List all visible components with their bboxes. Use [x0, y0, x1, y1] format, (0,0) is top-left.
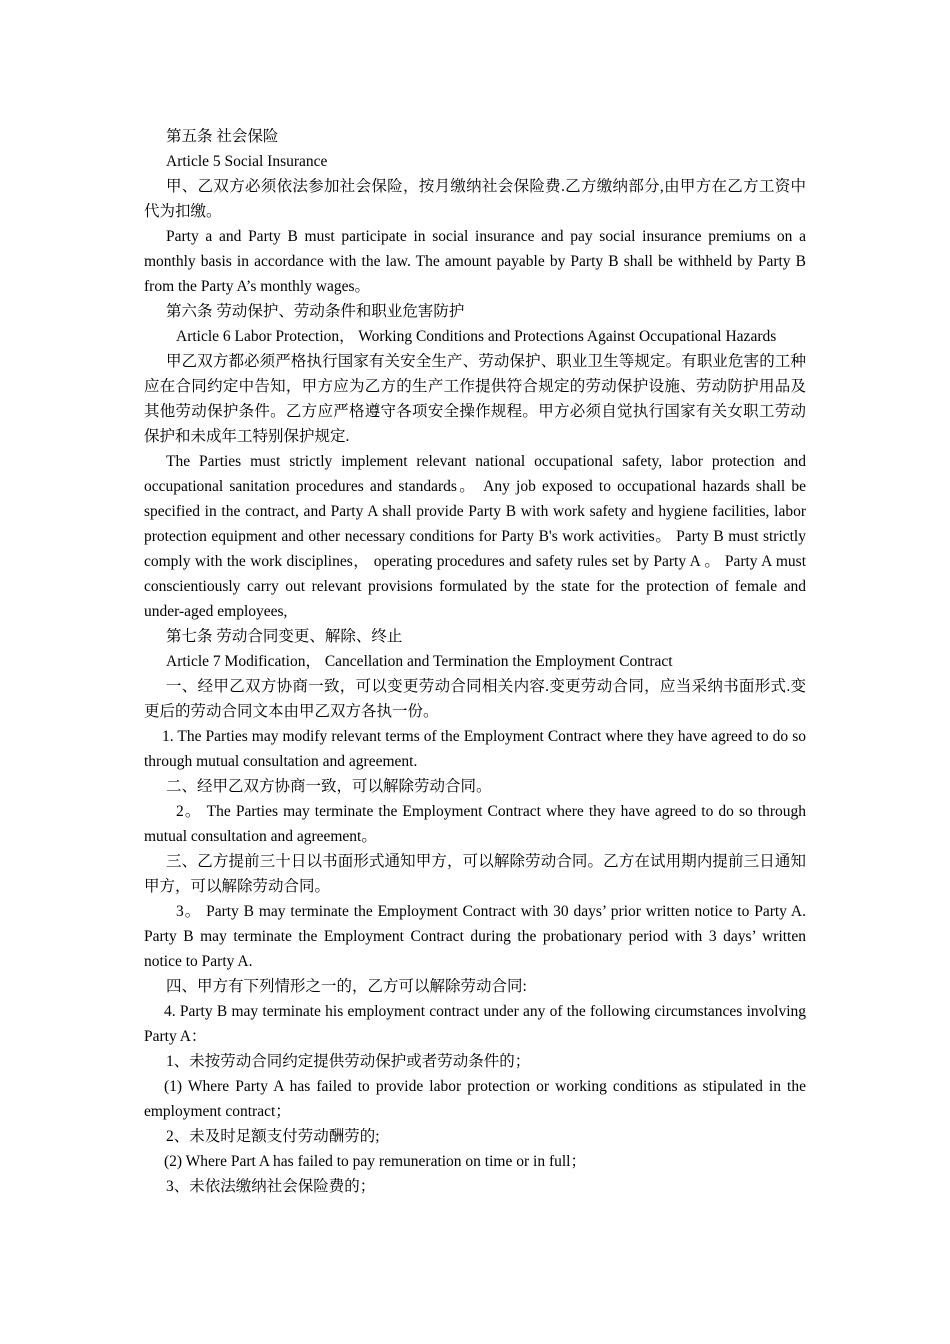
- article-5-body-en: Party a and Party B must participate in social insurance and pay social insurance premiums on a monthly basis in accordance with the law. The amount payable by Party B shall be withheld by Party B from the Party A’s monthly wages。: [144, 228, 806, 295]
- clause-4-zh: 四、甲方有下列情形之一的，乙方可以解除劳动合同:: [166, 978, 527, 995]
- article-6-body-zh: 甲乙双方都必须严格执行国家有关安全生产、劳动保护、职业卫生等规定。有职业危害的工种应在合同约定中告知，甲方应为乙方的生产工作提供符合规定的劳动保护设施、劳动防护用品及其他劳动保护条件。乙方应严格遵守各项安全操作规程。甲方必须自觉执行国家有关女职工劳动保护和未成年工特别保护规定.: [144, 353, 806, 445]
- item-1-en: (1) Where Party A has failed to provide labor protection or working conditions as stipulated in the employment contract；: [144, 1078, 806, 1120]
- item-3-zh: 3、未依法缴纳社会保险费的；: [166, 1178, 376, 1195]
- article-5-body-zh: 甲、乙双方必须依法参加社会保险，按月缴纳社会保险费.乙方缴纳部分,由甲方在乙方工资中代为扣缴。: [144, 178, 806, 220]
- clause-1-zh: 一、经甲乙双方协商一致，可以变更劳动合同相关内容.变更劳动合同，应当采纳书面形式.变更后的劳动合同文本由甲乙双方各执一份。: [144, 678, 806, 720]
- clause-4-en: 4. Party B may terminate his employment contract under any of the following circumstances involving Party A：: [144, 1003, 806, 1045]
- article-5-heading-en: Article 5 Social Insurance: [166, 153, 328, 170]
- clause-2-en: 2。 The Parties may terminate the Employment Contract where they have agreed to do so through mutual consultation and agreement。: [144, 803, 806, 845]
- item-1-zh: 1、未按劳动合同约定提供劳动保护或者劳动条件的；: [166, 1053, 531, 1070]
- clause-3-en: 3。 Party B may terminate the Employment Contract with 30 days’ prior written notice to Party A. Party B may terminate the Employment Contract during the probationary period with 3 days’ written notice to Party A.: [144, 903, 806, 970]
- document-page: [144, 124, 806, 1199]
- item-2-en: (2) Where Part A has failed to pay remuneration on time or in full；: [164, 1153, 586, 1170]
- article-7-heading-en: Article 7 Modification， Cancellation and Termination the Employment Contract: [166, 653, 673, 670]
- clause-3-zh: 三、乙方提前三十日以书面形式通知甲方，可以解除劳动合同。乙方在试用期内提前三日通知甲方，可以解除劳动合同。: [144, 853, 806, 895]
- clause-2-zh: 二、经甲乙双方协商一致，可以解除劳动合同。: [166, 778, 492, 795]
- item-2-zh: 2、未及时足额支付劳动酬劳的;: [166, 1128, 380, 1145]
- article-6-heading-en: Article 6 Labor Protection， Working Conditions and Protections Against Occupational Hazards: [176, 328, 777, 345]
- clause-1-en: 1. The Parties may modify relevant terms of the Employment Contract where they have agreed to do so through mutual consultation and agreement.: [144, 728, 806, 770]
- article-7-heading-zh: 第七条 劳动合同变更、解除、终止: [166, 628, 403, 645]
- article-6-heading-zh: 第六条 劳动保护、劳动条件和职业危害防护: [166, 303, 465, 320]
- article-5-heading-zh: 第五条 社会保险: [166, 128, 279, 145]
- article-6-body-en: The Parties must strictly implement relevant national occupational safety, labor protection and occupational sanitation procedures and standards。 Any job exposed to occupational hazards shall be specified in the contract, and Party A shall provide Party B with work safety and hygiene facilities, labor protection equipment and other necessary conditions for Party B's work activities。 Party B must strictly comply with the work disciplines， operating procedures and safety rules set by Party A 。 Party A must conscientiously carry out relevant provisions formulated by the state for the protection of female and under-aged employees,: [144, 453, 806, 620]
